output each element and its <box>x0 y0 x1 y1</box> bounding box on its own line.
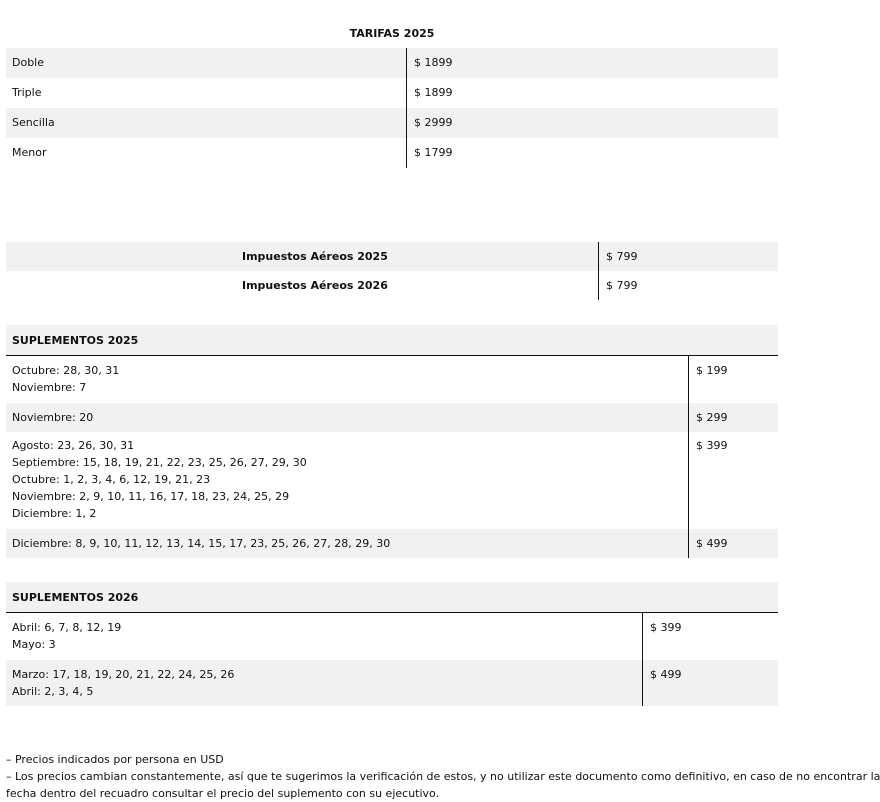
tarifas-table <box>6 48 778 168</box>
impuesto-price: $ 799 <box>598 271 644 300</box>
tarifa-price: $ 1899 <box>406 78 459 108</box>
suplemento-price: $ 299 <box>688 403 734 432</box>
date-line: Abril: 6, 7, 8, 12, 19 <box>12 621 122 634</box>
impuesto-label: Impuestos Aéreos 2026 <box>242 279 388 292</box>
suplemento-2025-row <box>6 432 778 529</box>
tarifa-label: Sencilla <box>12 116 55 129</box>
tarifa-label: Menor <box>12 146 47 159</box>
suplemento-2025-row <box>6 529 778 558</box>
suplemento-2026-row <box>6 660 778 706</box>
impuesto-label: Impuestos Aéreos 2025 <box>242 250 388 263</box>
suplemento-2025-row <box>6 403 778 432</box>
date-line: Septiembre: 15, 18, 19, 21, 22, 23, 25, 26, 27, 29, 30 <box>12 456 307 469</box>
footnotes <box>6 751 880 802</box>
suplementos-2025-title: SUPLEMENTOS 2025 <box>6 325 778 356</box>
suplemento-dates <box>6 432 688 529</box>
tarifa-row-doble <box>6 48 778 78</box>
note-line: – Precios indicados por persona en USD <box>6 753 224 766</box>
suplemento-price: $ 399 <box>642 613 688 660</box>
suplemento-2025-row <box>6 356 778 403</box>
impuestos-table <box>6 242 778 300</box>
tarifa-row-menor <box>6 138 778 168</box>
date-line: Marzo: 17, 18, 19, 20, 21, 22, 24, 25, 26 <box>12 668 235 681</box>
suplementos-2025-table <box>6 325 778 558</box>
tarifa-price: $ 1799 <box>406 138 459 168</box>
suplementos-2026-table <box>6 582 778 706</box>
tarifa-price: $ 1899 <box>406 48 459 78</box>
suplemento-2026-row <box>6 613 778 660</box>
date-line: Diciembre: 1, 2 <box>12 507 97 520</box>
date-line: Octubre: 1, 2, 3, 4, 6, 12, 19, 21, 23 <box>12 473 211 486</box>
suplemento-dates <box>6 660 642 706</box>
note-line: – Los precios cambian constantemente, así que te sugerimos la verificación de estos, y no utilizar este documento como definitivo, en caso de no encontrar la <box>6 770 880 783</box>
tarifa-row-triple <box>6 78 778 108</box>
suplemento-dates <box>6 613 642 660</box>
date-line: Noviembre: 2, 9, 10, 11, 16, 17, 18, 23, 24, 25, 29 <box>12 490 290 503</box>
impuesto-row-2026 <box>6 271 778 300</box>
tarifa-price: $ 2999 <box>406 108 459 138</box>
impuesto-price: $ 799 <box>598 242 644 271</box>
tarifa-row-sencilla <box>6 108 778 138</box>
suplemento-dates <box>6 356 688 403</box>
date-line: Abril: 2, 3, 4, 5 <box>12 685 94 698</box>
suplemento-dates <box>6 529 688 558</box>
date-line: Mayo: 3 <box>12 638 56 651</box>
impuesto-row-2025 <box>6 242 778 271</box>
suplemento-price: $ 499 <box>642 660 688 706</box>
date-line: Octubre: 28, 30, 31 <box>12 364 120 377</box>
suplemento-price: $ 399 <box>688 432 734 529</box>
tarifa-label: Doble <box>12 56 45 69</box>
date-line: Agosto: 23, 26, 30, 31 <box>12 439 135 452</box>
date-line: Diciembre: 8, 9, 10, 11, 12, 13, 14, 15, 17, 23, 25, 26, 27, 28, 29, 30 <box>12 537 391 550</box>
tarifa-label: Triple <box>12 86 42 99</box>
date-line: Noviembre: 7 <box>12 381 87 394</box>
date-line: Noviembre: 20 <box>12 411 94 424</box>
tarifas-title: TARIFAS 2025 <box>349 27 435 40</box>
note-line: fecha dentro del recuadro consultar el precio del suplemento con su ejecutivo. <box>6 787 440 800</box>
suplemento-price: $ 199 <box>688 356 734 403</box>
suplementos-2026-title: SUPLEMENTOS 2026 <box>6 582 778 613</box>
suplemento-dates <box>6 403 688 432</box>
suplemento-price: $ 499 <box>688 529 734 558</box>
